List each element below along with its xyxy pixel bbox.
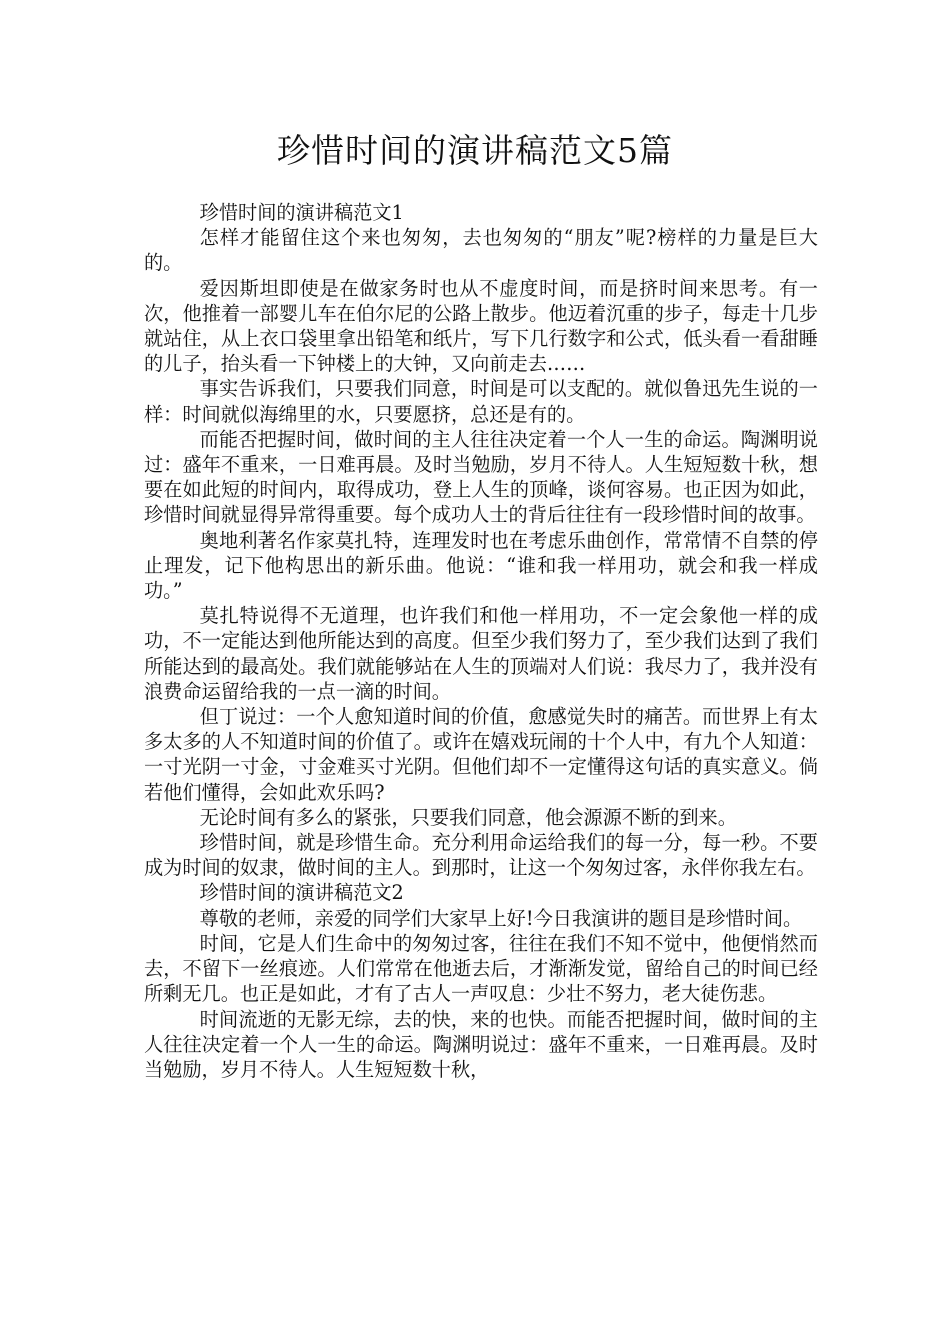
section-heading: 珍惜时间的演讲稿范文2	[199, 881, 404, 905]
paragraph: 怎样才能留住这个来也匆匆，去也匆匆的“朋友”呢?榜样的力量是巨大的。	[144, 226, 818, 275]
paragraph: 而能否把握时间，做时间的主人往往决定着一个人一生的命运。陶渊明说过：盛年不重来，一日难再晨。及时当勉励，岁月不待人。人生短短数十秋，想要在如此短的时间内，取得成功，登上人生的顶峰，谈何容易。也正因为如此，珍惜时间就显得异常得重要。每个成功人士的背后往往有一段珍惜时间的故事。	[144, 427, 818, 527]
document-body	[144, 200, 818, 1082]
paragraph: 时间流逝的无影无综，去的快，来的也快。而能否把握时间，做时间的主人往往决定着一个人一生的命运。陶渊明说过：盛年不重来，一日难再晨。及时当勉励，岁月不待人。人生短短数十秋，	[144, 1007, 818, 1081]
paragraph: 爱因斯坦即使是在做家务时也从不虚度时间，而是挤时间来思考。有一次，他推着一部婴儿车在伯尔尼的公路上散步。他迈着沉重的步子，每走十几步就站住，从上衣口袋里拿出铅笔和纸片，写下几行数字和公式，低头看一看甜睡的儿子，抬头看一下钟楼上的大钟，又向前走去……	[144, 276, 818, 376]
paragraph: 无论时间有多么的紧张，只要我们同意，他会源源不断的到来。	[199, 805, 737, 829]
paragraph: 但丁说过：一个人愈知道时间的价值，愈感觉失时的痛苦。而世界上有太多太多的人不知道时间的价值了。或许在嬉戏玩闹的十个人中，有九个人知道：一寸光阴一寸金，寸金难买寸光阴。但他们却不一定懂得这句话的真实意义。倘若他们懂得，会如此欢乐吗?	[144, 705, 818, 804]
paragraph: 珍惜时间，就是珍惜生命。充分利用命运给我们的每一分，每一秒。不要成为时间的奴隶，做时间的主人。到那时，让这一个匆匆过客，永伴你我左右。	[144, 831, 818, 880]
paragraph: 尊敬的老师，亲爱的同学们大家早上好!今日我演讲的题目是珍惜时间。	[199, 906, 803, 930]
paragraph: 莫扎特说得不无道理，也许我们和他一样用功，不一定会象他一样的成功，不一定能达到他所能达到的高度。但至少我们努力了，至少我们达到了我们所能达到的最高处。我们就能够站在人生的顶端对人们说：我尽力了，我并没有浪费命运留给我的一点一滴的时间。	[144, 604, 818, 703]
document-title: 珍惜时间的演讲稿范文5篇	[277, 131, 673, 170]
paragraph: 事实告诉我们，只要我们同意，时间是可以支配的。就似鲁迅先生说的一样：时间就似海绵里的水，只要愿挤，总还是有的。	[144, 377, 818, 426]
section-heading: 珍惜时间的演讲稿范文1	[199, 201, 404, 224]
paragraph: 奥地利著名作家莫扎特，连理发时也在考虑乐曲创作，常常情不自禁的停止理发，记下他构思出的新乐曲。他说：“谁和我一样用功，就会和我一样成功。”	[144, 528, 818, 603]
paragraph: 时间，它是人们生命中的匆匆过客，往往在我们不知不觉中，他便悄然而去，不留下一丝痕迹。人们常常在他逝去后，才渐渐发觉，留给自己的时间已经所剩无几。也正是如此，才有了古人一声叹息：少壮不努力，老大徒伤悲。	[144, 931, 818, 1006]
